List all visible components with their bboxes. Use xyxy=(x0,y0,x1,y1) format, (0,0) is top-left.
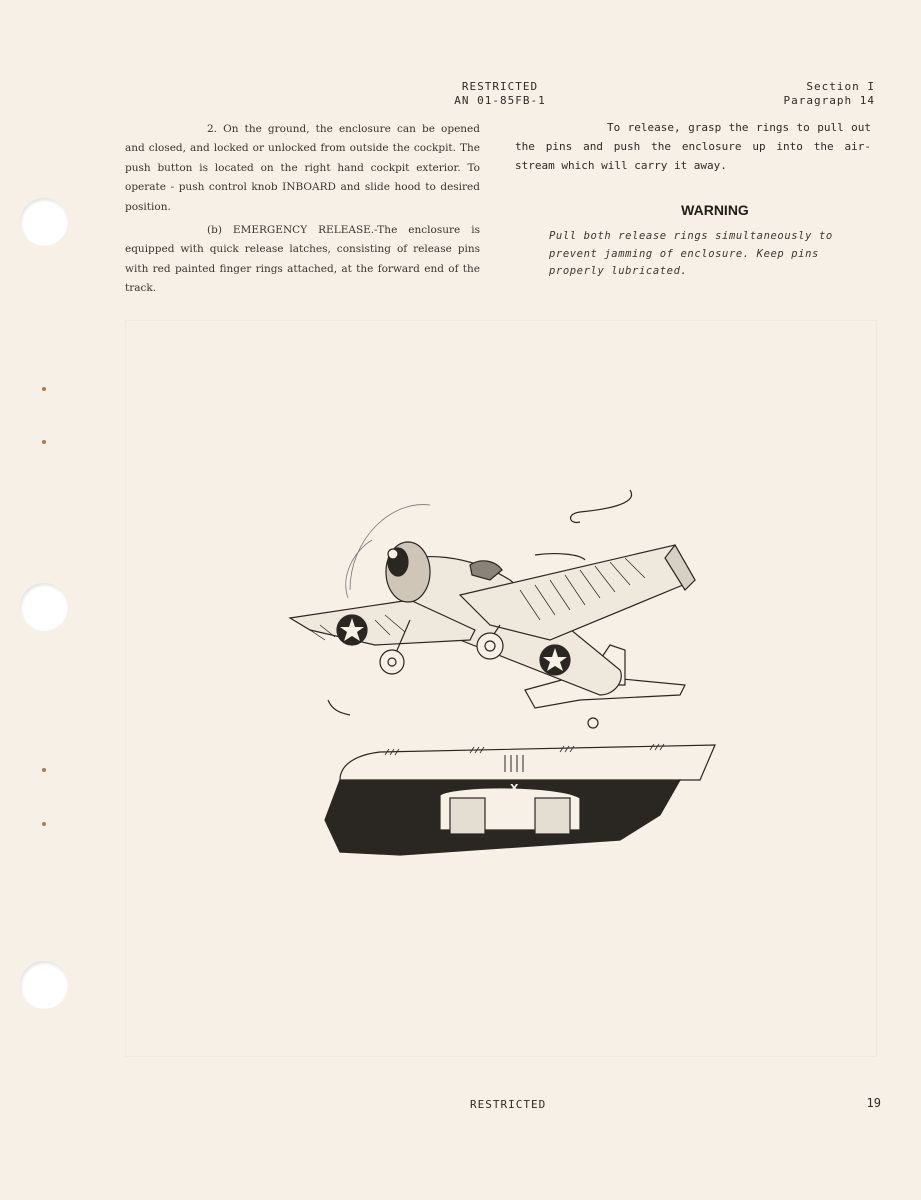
paper-speck xyxy=(42,822,46,826)
binder-hole xyxy=(20,961,68,1009)
warning-text: Pull both release rings simultaneously to prevent jamming of enclosure. Keep pins properly lubricated. xyxy=(549,230,833,277)
restricted-header: RESTRICTED xyxy=(461,80,539,93)
motion-line xyxy=(571,490,632,523)
left-column xyxy=(125,120,480,303)
ground-operation-paragraph: 2. On the ground, the enclosure can be opened and closed, and locked or unlocked from outside the cockpit. The push button is located on the right hand cockpit exterior. To operate - push control knob INBOARD and slide hood to desired position. xyxy=(125,123,480,213)
motion-line xyxy=(328,700,350,715)
motion-line xyxy=(535,554,585,560)
document-number: AN 01-85FB-1 xyxy=(454,94,546,107)
landing-gear-wheel xyxy=(380,650,404,674)
aircraft-takeoff-drawing xyxy=(280,480,720,860)
paper-speck xyxy=(42,768,46,772)
paper-speck xyxy=(42,440,46,444)
paper-speck xyxy=(42,387,46,391)
carrier-deck xyxy=(340,745,715,782)
binder-hole xyxy=(20,198,68,246)
right-column xyxy=(515,118,871,175)
emergency-release-paragraph: (b) EMERGENCY RELEASE.-The enclosure is equipped with quick release latches, consisting of release pins with red painted finger rings attached, at the forward end of the track. xyxy=(125,224,480,295)
section-label: Section I xyxy=(806,80,875,93)
page-number: 19 xyxy=(866,1096,881,1110)
fuselage-marking: X xyxy=(510,782,519,795)
binder-hole xyxy=(20,583,68,631)
paragraph-label: Paragraph 14 xyxy=(783,94,875,107)
aircraft-illustration xyxy=(280,480,720,860)
footer-restricted: RESTRICTED xyxy=(470,1098,547,1111)
landing-gear-wheel xyxy=(477,633,503,659)
warning-title: WARNING xyxy=(681,202,749,218)
header-center xyxy=(430,80,570,108)
right-wing xyxy=(460,545,695,640)
tail-wheel xyxy=(588,718,598,728)
header-right xyxy=(784,80,875,108)
release-instructions-paragraph: To release, grasp the rings to pull out the pins and push the enclosure up into the air-stream which will carry it away. xyxy=(515,121,871,172)
